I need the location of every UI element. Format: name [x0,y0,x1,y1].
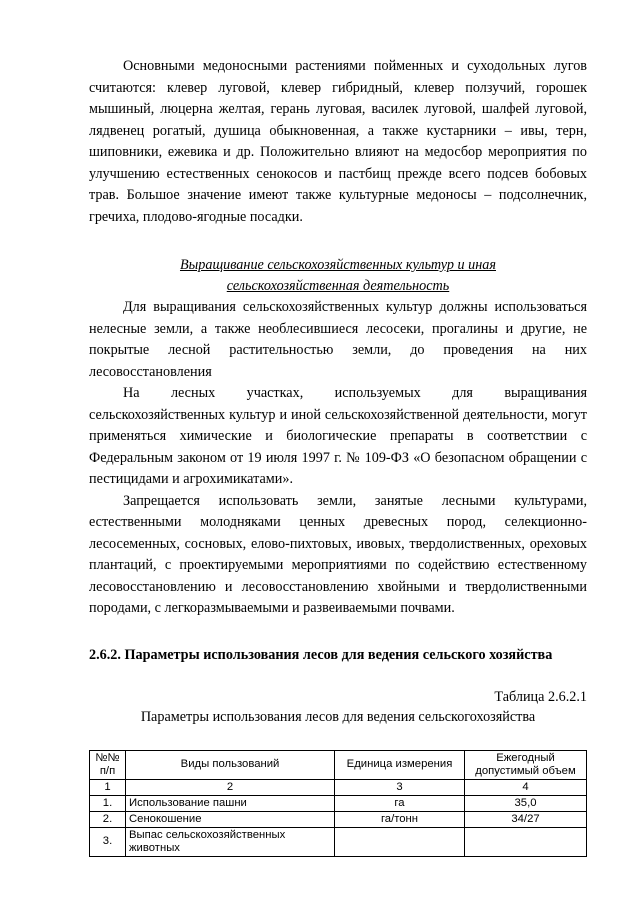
body-paragraph-prohibition: Запрещается использовать земли, занятые лесными культурами, естественными молодняками ценных древесных пород, селекционно-лесосеменных, сосновых, елово-пихтовых, ивовых, твердолиственных, ореховых плантаций, с проектируемыми мероприятиями по содействию естественному лесовосстановлению и лесовосстановлению хвойными и твердолиственными породами, с легкоразмываемыми и развеиваемыми почвами. [89,492,587,616]
table-label: Таблица 2.6.2.1 [494,688,587,705]
header-use-type: Виды пользований [126,750,335,779]
spacer [89,228,587,255]
table-cell: 4 [465,779,587,795]
table-cell: 35,0 [465,795,587,811]
table-cell: 3 [335,779,465,795]
section-heading: 2.6.2. Параметры использования лесов для ведения сельского хозяйства [89,646,553,663]
header-unit: Единица измерения [335,750,465,779]
body-paragraph-honey-plants: Основными медоносными растениями пойменных и суходольных лугов считаются: клевер луговой, клевер гибридный, клевер ползучий, горошек мышиный, люцерна желтая, герань луговая, василек луговой, шалфей луговой, лядвенец рогатый, душица обыкновенная, а также кустарники – ивы, терн, шиповники, ежевика и др. Положительно влияют на медосбор мероприятия по улучшению естественных сенокосов и пастбищ прежде всего подсев бобовых трав. Большое значение имеют также культурные медоносы – подсолнечник, гречиха, плодово-ягодные посадки. [89,58,587,225]
table-row [90,827,587,856]
table-cell: 1. [90,795,126,811]
table-row [90,795,587,811]
table-title: Параметры использования лесов для ведения сельскогохозяйства [140,708,536,725]
parameters-table [89,750,587,857]
document-page [89,56,587,857]
table-cell: 34/27 [465,811,587,827]
table-cell: Использование пашни [126,795,335,811]
table-cell: Выпас сельскохозяйственных животных [126,827,335,856]
subheading-line-2: сельскохозяйственная деятельность [226,278,450,294]
table-cell: га/тонн [335,811,465,827]
body-paragraph-land-use: Для выращивания сельскохозяйственных культур должны использоваться нелесные земли, а также необлесившиеся лесосеки, прогалины и другие, не покрытые лесной растительностью земли, до проведения на них лесовосстановления [89,299,587,380]
table-cell: га [335,795,465,811]
spacer [89,665,587,687]
spacer [89,727,587,750]
table-cell [335,827,465,856]
table-numbering-row [90,779,587,795]
header-number: №№ п/п [90,750,126,779]
table-cell: 2 [126,779,335,795]
header-annual-volume: Ежегодный допустимый объем [465,750,587,779]
body-paragraph-chemicals: На лесных участках, используемых для выращивания сельскохозяйственных культур и иной сельскохозяйственной деятельности, могут применяться химические и биологические препараты в соответствии с Федеральным законом от 19 июля 1997 г. № 109-ФЗ «О безопасном обращении с пестицидами и агрохимикатами». [89,385,587,487]
table-row [90,811,587,827]
subheading-line-1: Выращивание сельскохозяйственных культур и иная [179,257,496,273]
spacer [89,620,587,645]
table-cell: 3. [90,827,126,856]
table-cell: 1 [90,779,126,795]
table-cell: 2. [90,811,126,827]
table-header-row [90,750,587,779]
table-cell [465,827,587,856]
table-cell: Сенокошение [126,811,335,827]
